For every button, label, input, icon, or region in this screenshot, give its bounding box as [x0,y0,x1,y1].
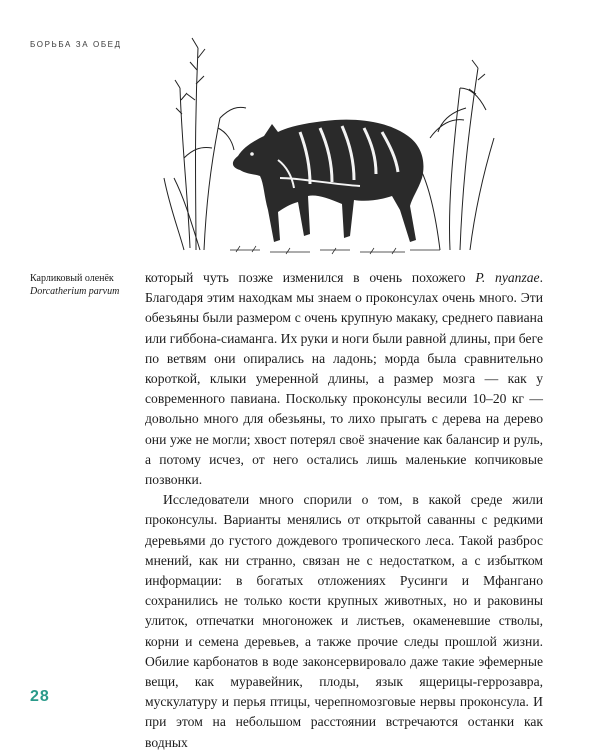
mouse-deer-illustration [160,28,500,258]
body-text [145,268,543,753]
running-head: БОРЬБА ЗА ОБЕД [30,40,122,49]
paragraph-1-rest: . Благодаря этим находкам мы знаем о проконсулах очень много. Эти обезьяны были размером с очень крупную макаку, среднего павиана или гиббона-сиаманга. Их руки и ноги были равной длины, при беге по ветвям они опирались на ладонь; морда была сравнительно короткой, клыки умеренной длины, а размер мозга — как у современного павиана. Поскольку проконсулы весили 10–20 кг — довольно много для обезьяны, то лихо прыгать с дерева на дерево они уже не могли; хвост потерял своё значение как балансир и руль, а потому исчез, от него остались лишь маленькие копчиковые позвонки. [145,270,543,488]
caption-latin-name: Dorcatherium parvum [30,286,120,297]
species-name: P. nyanzae [475,270,540,285]
paragraph-1-start: который чуть позже изменился в очень похожего [145,270,476,285]
paragraph-1 [145,268,543,490]
page-number: 28 [30,688,50,705]
paragraph-2: Исследователи много спорили о том, в какой среде жили проконсулы. Варианты менялись от открытой саванны с редкими деревьями до густого дождевого тропического леса. Такой разброс мнений, как ни странно, связан не с недостатком, а с избытком информации: в богатых отложениях Русинги и Мфангано сохранились не только кости крупных животных, но и раковины улиток, отпечатки многоножек и листьев, окаменевшие стволы, корни и семена деревьев, а также прочие следы прошлой жизни. Обилие карбонатов в воде законсервировало даже такие эфемерные вещи, как муравейник, плоды, язык ящерицы-геррозавра, мускулатуру и перья птицы, черепномозговые нервы проконсула. И при этом на небольшом расстоянии встречаются останки как водных [145,492,543,750]
caption-common-name: Карликовый оленёк [30,273,114,284]
figure-caption [30,272,134,298]
